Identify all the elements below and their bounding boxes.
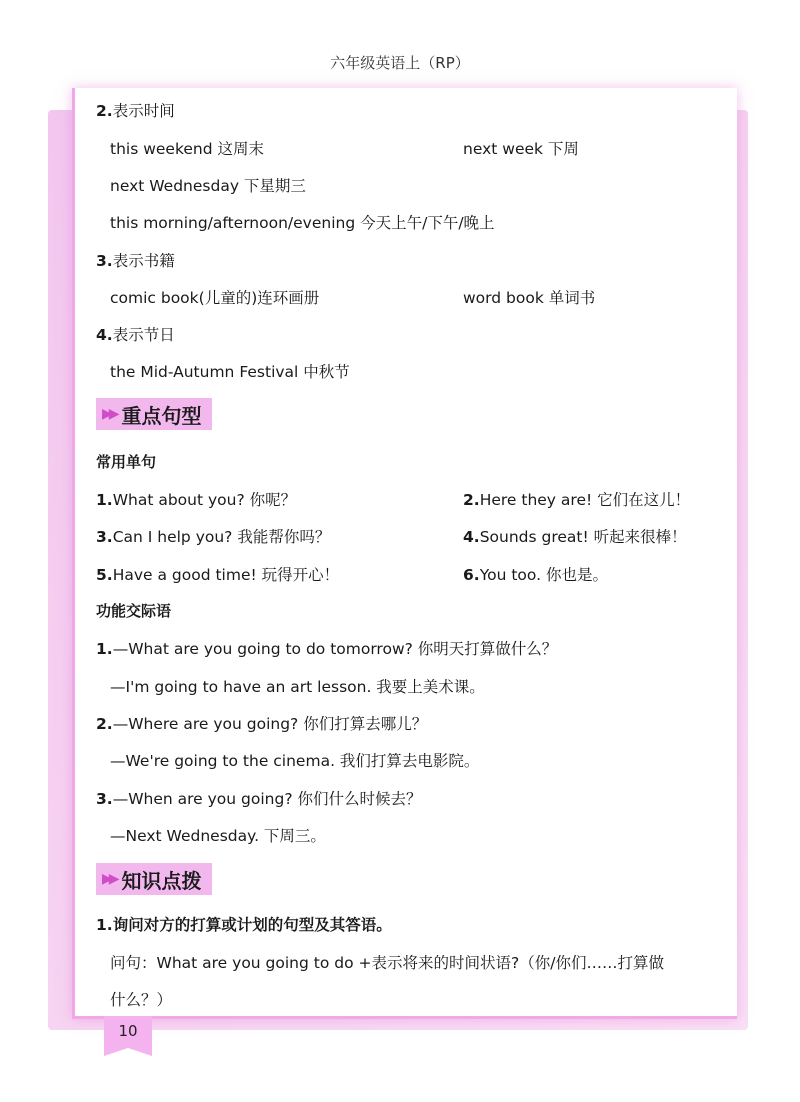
common-sentence-4-text: Sounds great! 听起来很棒！	[479, 528, 687, 546]
books-item-comic-book: comic book(儿童的)连环画册	[110, 289, 320, 307]
books-heading-text: 表示书籍	[112, 252, 175, 270]
dialog-3-question-text: —When are you going? 你们什么时候去？	[112, 790, 422, 808]
dialog-3-question	[96, 787, 421, 809]
time-heading	[96, 99, 175, 121]
festival-heading-text: 表示节日	[112, 326, 175, 344]
common-sentence-3-number: 3.	[96, 528, 113, 546]
common-sentence-3-text: Can I help you? 我能帮你吗？	[112, 528, 331, 546]
time-item-this-weekend: this weekend 这周末	[110, 140, 265, 158]
dialog-2-answer: —We're going to the cinema. 我们打算去电影院。	[110, 752, 480, 770]
dialog-1-number: 1.	[96, 640, 113, 658]
common-sentence-6	[463, 563, 608, 585]
common-sentence-6-text: You too. 你也是。	[479, 566, 608, 584]
time-item-this-morning: this morning/afternoon/evening 今天上午/下午/晚上	[110, 214, 495, 232]
common-sentence-1	[96, 488, 296, 510]
time-heading-text: 表示时间	[112, 102, 175, 120]
common-sentence-4	[463, 525, 687, 547]
page-number: 10	[118, 1022, 138, 1040]
time-item-next-week: next week 下周	[463, 140, 579, 158]
time-heading-number: 2.	[96, 102, 113, 120]
festival-heading	[96, 323, 175, 345]
common-sentence-1-text: What about you? 你呢？	[112, 491, 297, 509]
functional-phrases-heading: 功能交际语	[96, 602, 172, 620]
section-key-sentences-title: 重点句型	[121, 403, 202, 428]
dialog-1-question	[96, 637, 557, 659]
section-knowledge	[96, 863, 212, 895]
knowledge-point-1-title-text: 询问对方的打算或计划的句型及其答语。	[112, 916, 392, 934]
books-heading	[96, 249, 175, 271]
common-sentence-6-number: 6.	[463, 566, 480, 584]
knowledge-point-1-title	[96, 913, 392, 935]
common-sentence-2	[463, 488, 690, 510]
festival-heading-number: 4.	[96, 326, 113, 344]
knowledge-point-1-line2: 什么？）	[110, 991, 173, 1009]
time-item-next-wednesday: next Wednesday 下星期三	[110, 177, 306, 195]
double-arrow-icon: ▶▶	[102, 871, 116, 887]
common-sentence-1-number: 1.	[96, 491, 113, 509]
common-sentence-2-number: 2.	[463, 491, 480, 509]
common-sentence-2-text: Here they are! 它们在这儿！	[479, 491, 691, 509]
common-sentence-4-number: 4.	[463, 528, 480, 546]
books-heading-number: 3.	[96, 252, 113, 270]
books-item-word-book: word book 单词书	[463, 289, 596, 307]
common-sentence-3	[96, 525, 330, 547]
section-key-sentences	[96, 398, 212, 430]
festival-item-mid-autumn: the Mid-Autumn Festival 中秋节	[110, 363, 350, 381]
page-header-title: 六年级英语上（RP）	[330, 54, 470, 72]
dialog-2-number: 2.	[96, 715, 113, 733]
section-knowledge-title: 知识点拨	[121, 868, 202, 893]
common-sentences-heading: 常用单句	[96, 453, 157, 471]
dialog-2-question-text: —Where are you going? 你们打算去哪儿？	[112, 715, 428, 733]
common-sentence-5-number: 5.	[96, 566, 113, 584]
dialog-3-number: 3.	[96, 790, 113, 808]
dialog-1-answer: —I'm going to have an art lesson. 我要上美术课。	[110, 678, 485, 696]
dialog-3-answer: —Next Wednesday. 下周三。	[110, 827, 326, 845]
knowledge-point-1-line1: 问句：What are you going to do +表示将来的时间状语?（你/你们……打算做	[110, 954, 664, 972]
common-sentence-5-text: Have a good time! 玩得开心！	[112, 566, 340, 584]
dialog-2-question	[96, 712, 427, 734]
knowledge-point-1-number: 1.	[96, 916, 113, 934]
dialog-1-question-text: —What are you going to do tomorrow? 你明天打算做什么？	[112, 640, 558, 658]
common-sentence-5	[96, 563, 339, 585]
double-arrow-icon: ▶▶	[102, 406, 116, 422]
